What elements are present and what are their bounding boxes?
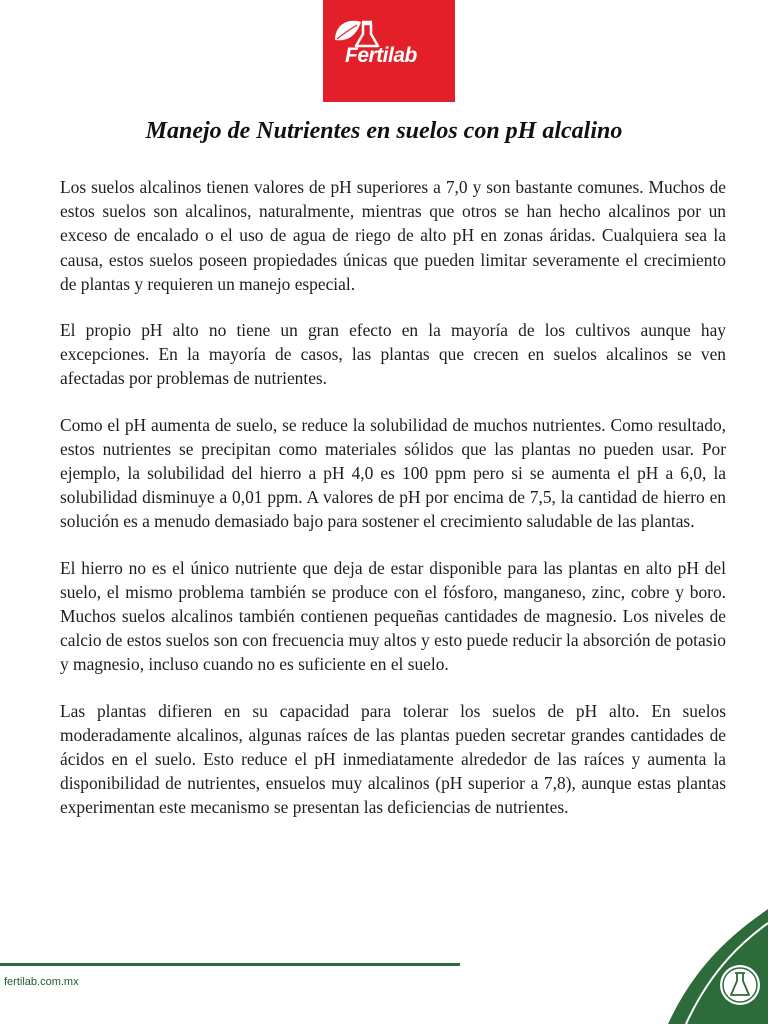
paragraph: El hierro no es el único nutriente que deja de estar disponible para las plantas en alto pH del suelo, el mismo problema también se produce con el fósforo, manganeso, zinc, cobre y boro. Muchos suelos alcalinos también contienen pequeñas cantidades de magnesio. Los niveles de calcio de estos suelos son con frecuencia muy altos y esto puede reducir la absorción de potasio y magnesio, incluso cuando no es suficiente en el suelo. [60,557,726,675]
corner-badge-icon [668,909,768,1024]
paragraph: Las plantas difieren en su capacidad para tolerar los suelos de pH alto. En suelos moderadamente alcalinos, algunas raíces de las plantas pueden secretar grandes cantidades de ácidos en el suelo. Esto reduce el pH inmediatamente alrededor de las raíces y aumenta la disponibilidad de nutrientes, ensuelos muy alcalinos (pH superior a 7,8), aunque estas plantas experimentan este mecanismo se presentan las deficiencias de nutrientes. [60,700,726,818]
paragraph: Los suelos alcalinos tienen valores de pH superiores a 7,0 y son bastante comunes. Muchos de estos suelos son alcalinos, naturalmente, mientras que otros se han hecho alcalinos por un exceso de encalado o el uso de agua de riego de alto pH en zonas áridas. Cualquiera sea la causa, estos suelos poseen propiedades únicas que pueden limitar severamente el crecimiento de plantas y requieren un manejo especial. [60,177,726,294]
fertilab-logo [323,0,455,102]
footer-divider [0,963,460,966]
footer-website-link[interactable]: fertilab.com.mx [4,976,79,988]
paragraph: El propio pH alto no tiene un gran efecto en la mayoría de los cultivos aunque hay excepciones. En la mayoría de casos, las plantas que crecen en suelos alcalinos se ven afectadas por problemas de nutrientes. [60,320,726,389]
brand-name: Fertilab [345,44,417,67]
document-title: Manejo de Nutrientes en suelos con pH alcalino [145,118,623,144]
paragraph: Como el pH aumenta de suelo, se reduce la solubilidad de muchos nutrientes. Como resultado, estos nutrientes se precipitan como materiales sólidos que las plantas no pueden usar. Por ejemplo, la solubilidad del hierro a pH 4,0 es 100 ppm pero si se aumenta el pH a 6,0, la solubilidad disminuye a 0,01 ppm. A valores de pH por encima de 7,5, la cantidad de hierro en solución es a menudo demasiado bajo para sostener el crecimiento saludable de las plantas. [60,414,726,532]
document-body [60,175,726,842]
